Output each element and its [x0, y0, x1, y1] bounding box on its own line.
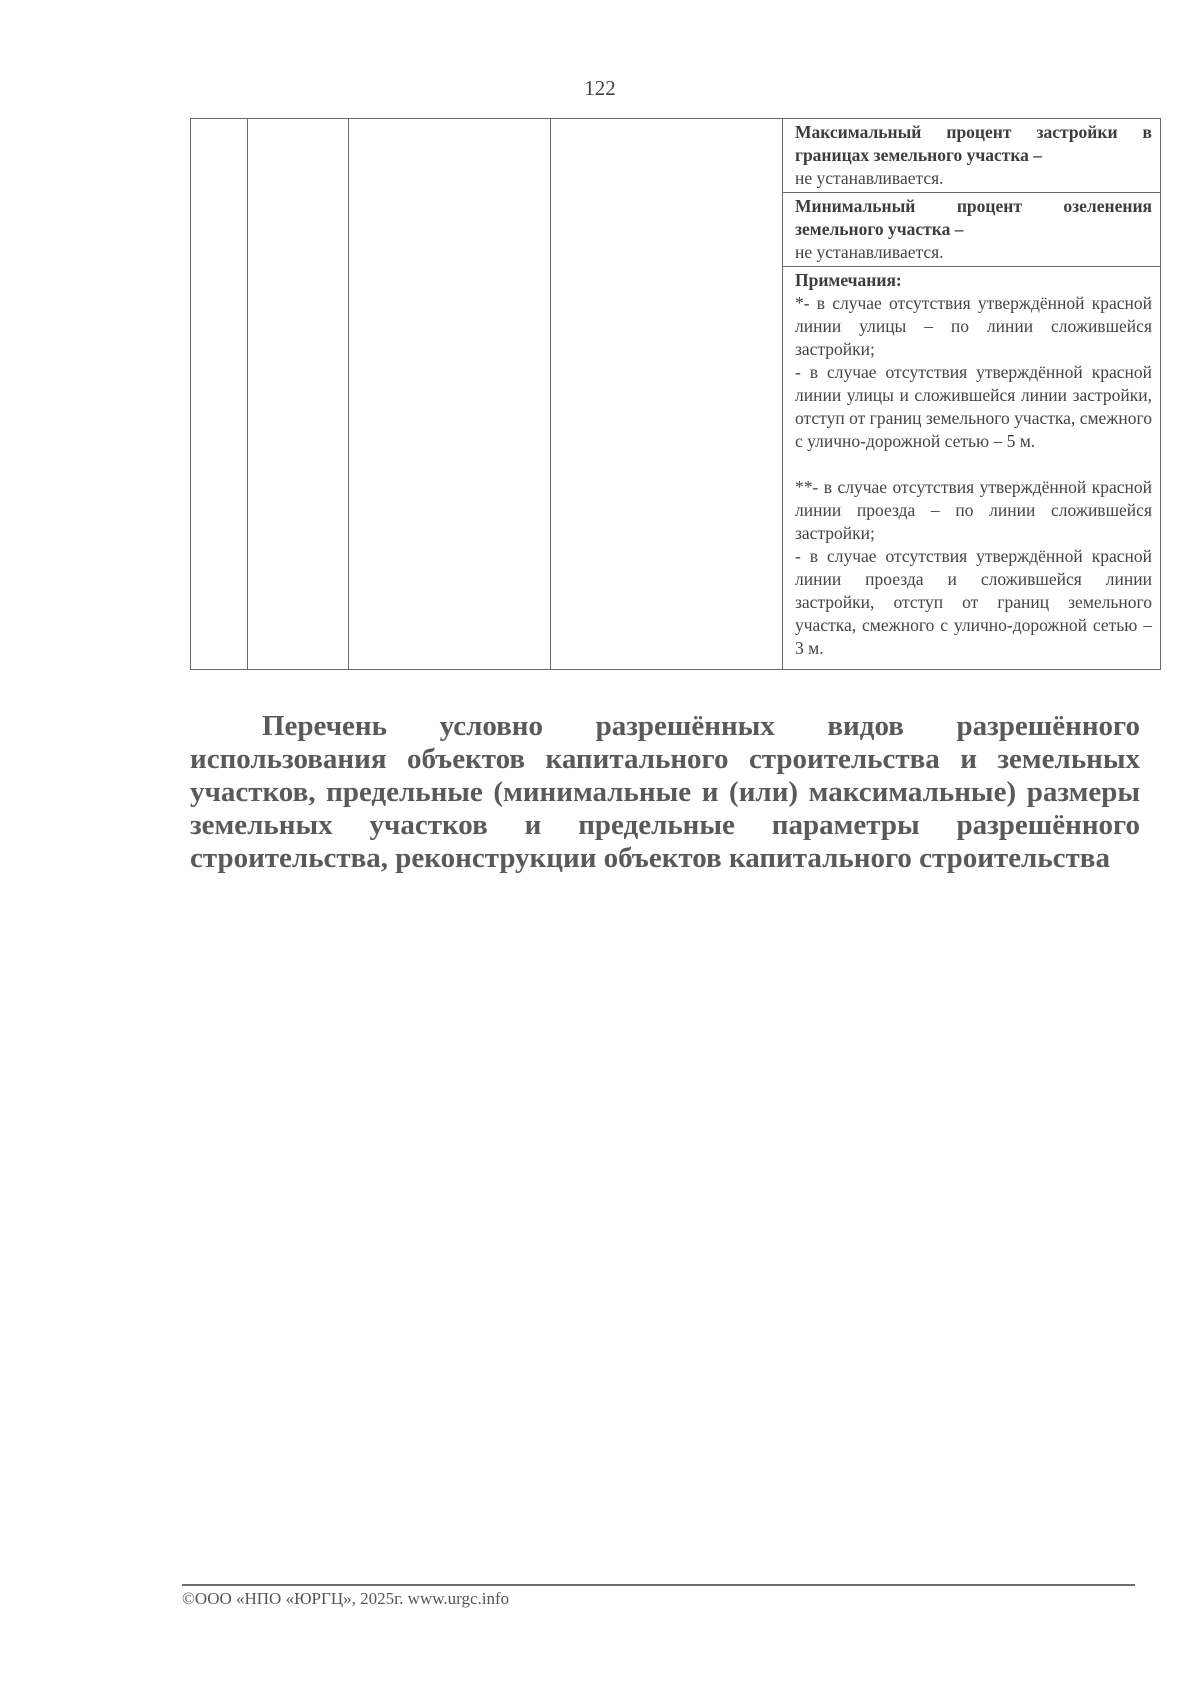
notes-title: Примечания: — [795, 270, 902, 290]
footer-copyright: ©ООО «НПО «ЮРГЦ», 2025г. www.urgc.info — [182, 1589, 510, 1608]
table-cell-min-landscaping-percent — [783, 193, 1161, 267]
max-building-percent-title: Максимальный процент застройки в границах земельного участка – — [795, 122, 1152, 165]
page-number: 122 — [584, 76, 616, 100]
table-cell-max-building-percent — [783, 119, 1161, 193]
note-driveway-building-line: **- в случае отсутствия утверждённой красной линии проезда – по линии сложившейся застройки; — [795, 477, 1152, 543]
note-driveway-setback: - в случае отсутствия утверждённой красной линии проезда и сложившейся линии застройки, отступ от границ земельного участка, смежного с улично-дорожной сетью – 3 м. — [795, 546, 1152, 658]
footer-divider — [182, 1584, 1135, 1586]
note-street-building-line: *- в случае отсутствия утверждённой красной линии улицы – по линии сложившейся застройки; — [795, 293, 1152, 359]
table-cell-use-type — [349, 119, 551, 670]
table-cell-notes — [783, 267, 1161, 670]
max-building-percent-value: не устанавливается. — [795, 168, 944, 188]
regulations-table — [190, 118, 1161, 670]
note-street-setback: - в случае отсутствия утверждённой красной линии улицы и сложившейся линии застройки, отступ от границ земельного участка, смежного с улично-дорожной сетью – 5 м. — [795, 362, 1152, 451]
table-cell-description — [551, 119, 783, 670]
min-landscaping-percent-title: Минимальный процент озеленения земельного участка – — [795, 196, 1152, 239]
table-cell-code — [248, 119, 349, 670]
section-heading: Перечень условно разрешённых видов разрешённого использования объектов капитального строительства и земельных участков, предельные (минимальные и (или) максимальные) размеры земельных участков и предельные параметры разрешённого строительства, реконструкции объектов капитального строительства — [190, 710, 1140, 874]
table-row — [191, 119, 1161, 193]
table-cell-number — [191, 119, 248, 670]
min-landscaping-percent-value: не устанавливается. — [795, 242, 944, 262]
